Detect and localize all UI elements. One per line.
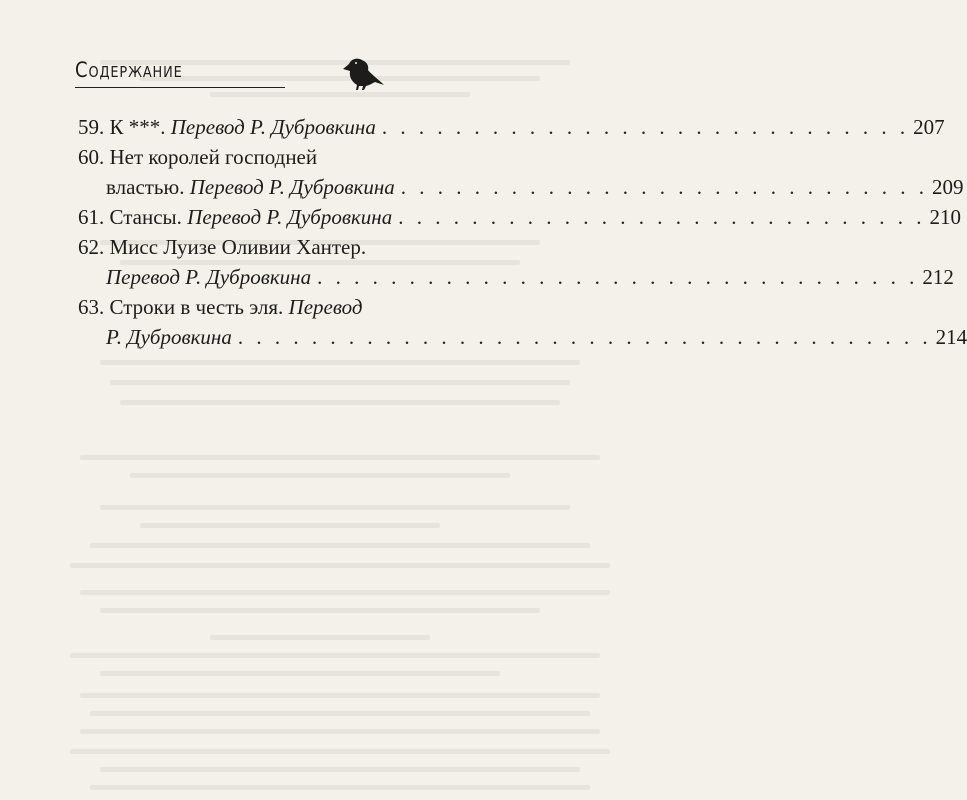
toc-page-number: 207	[913, 115, 945, 139]
toc-title: Мисс Луизе Оливии Хантер.	[109, 235, 367, 259]
toc-title: Строки в честь эля.	[109, 295, 284, 319]
toc-entry-61[interactable]	[78, 202, 961, 232]
raven-icon	[337, 52, 385, 92]
toc-page-number: 209	[932, 175, 964, 199]
toc-leader-dots: . . . . . . . . . . . . . . . . . . . . . . . . . . . . .	[381, 115, 910, 139]
toc-number: 59.	[78, 115, 105, 139]
toc-leader-dots: . . . . . . . . . . . . . . . . . . . . . . . . . . . . . . . . .	[317, 265, 919, 289]
toc-translator: Перевод Р. Дубровкина	[189, 175, 395, 199]
toc-title: К ***.	[109, 115, 166, 139]
toc-leader-dots: . . . . . . . . . . . . . . . . . . . . . . . . . . . . .	[398, 205, 926, 229]
toc-translator-line2: Р. Дубровкина	[106, 325, 232, 349]
toc-translator: Перевод Р. Дубровкина	[170, 115, 376, 139]
toc-page-number: 214	[935, 325, 967, 349]
toc-leader-dots: . . . . . . . . . . . . . . . . . . . . . . . . . . . . .	[400, 175, 929, 199]
section-header	[75, 52, 575, 102]
toc-title-line1: Нет королей господней	[109, 145, 318, 169]
section-title: Содержание	[75, 58, 183, 82]
toc-translator: Перевод Р. Дубровкина	[106, 265, 312, 289]
toc-page-number: 212	[922, 265, 954, 289]
toc-entry-63-continued[interactable]	[78, 322, 967, 352]
toc-number: 63.	[78, 295, 105, 319]
table-of-contents	[78, 112, 967, 352]
toc-entry-62-continued[interactable]	[78, 262, 954, 292]
toc-entry-62[interactable]	[78, 232, 578, 262]
toc-number: 60.	[78, 145, 105, 169]
toc-number: 62.	[78, 235, 105, 259]
toc-title: Стансы.	[109, 205, 182, 229]
toc-translator: Перевод Р. Дубровкина	[187, 205, 393, 229]
header-rule	[75, 87, 285, 88]
toc-entry-59[interactable]	[78, 112, 945, 142]
toc-page-number: 210	[929, 205, 961, 229]
toc-entry-60[interactable]	[78, 142, 578, 172]
toc-number: 61.	[78, 205, 105, 229]
toc-translator-line1: Перевод	[288, 295, 363, 319]
toc-entry-63[interactable]	[78, 292, 578, 322]
toc-leader-dots: . . . . . . . . . . . . . . . . . . . . . . . . . . . . . . . . . . . . . .	[237, 325, 932, 349]
toc-entry-60-continued[interactable]	[78, 172, 964, 202]
toc-title-line2: властью.	[106, 175, 185, 199]
